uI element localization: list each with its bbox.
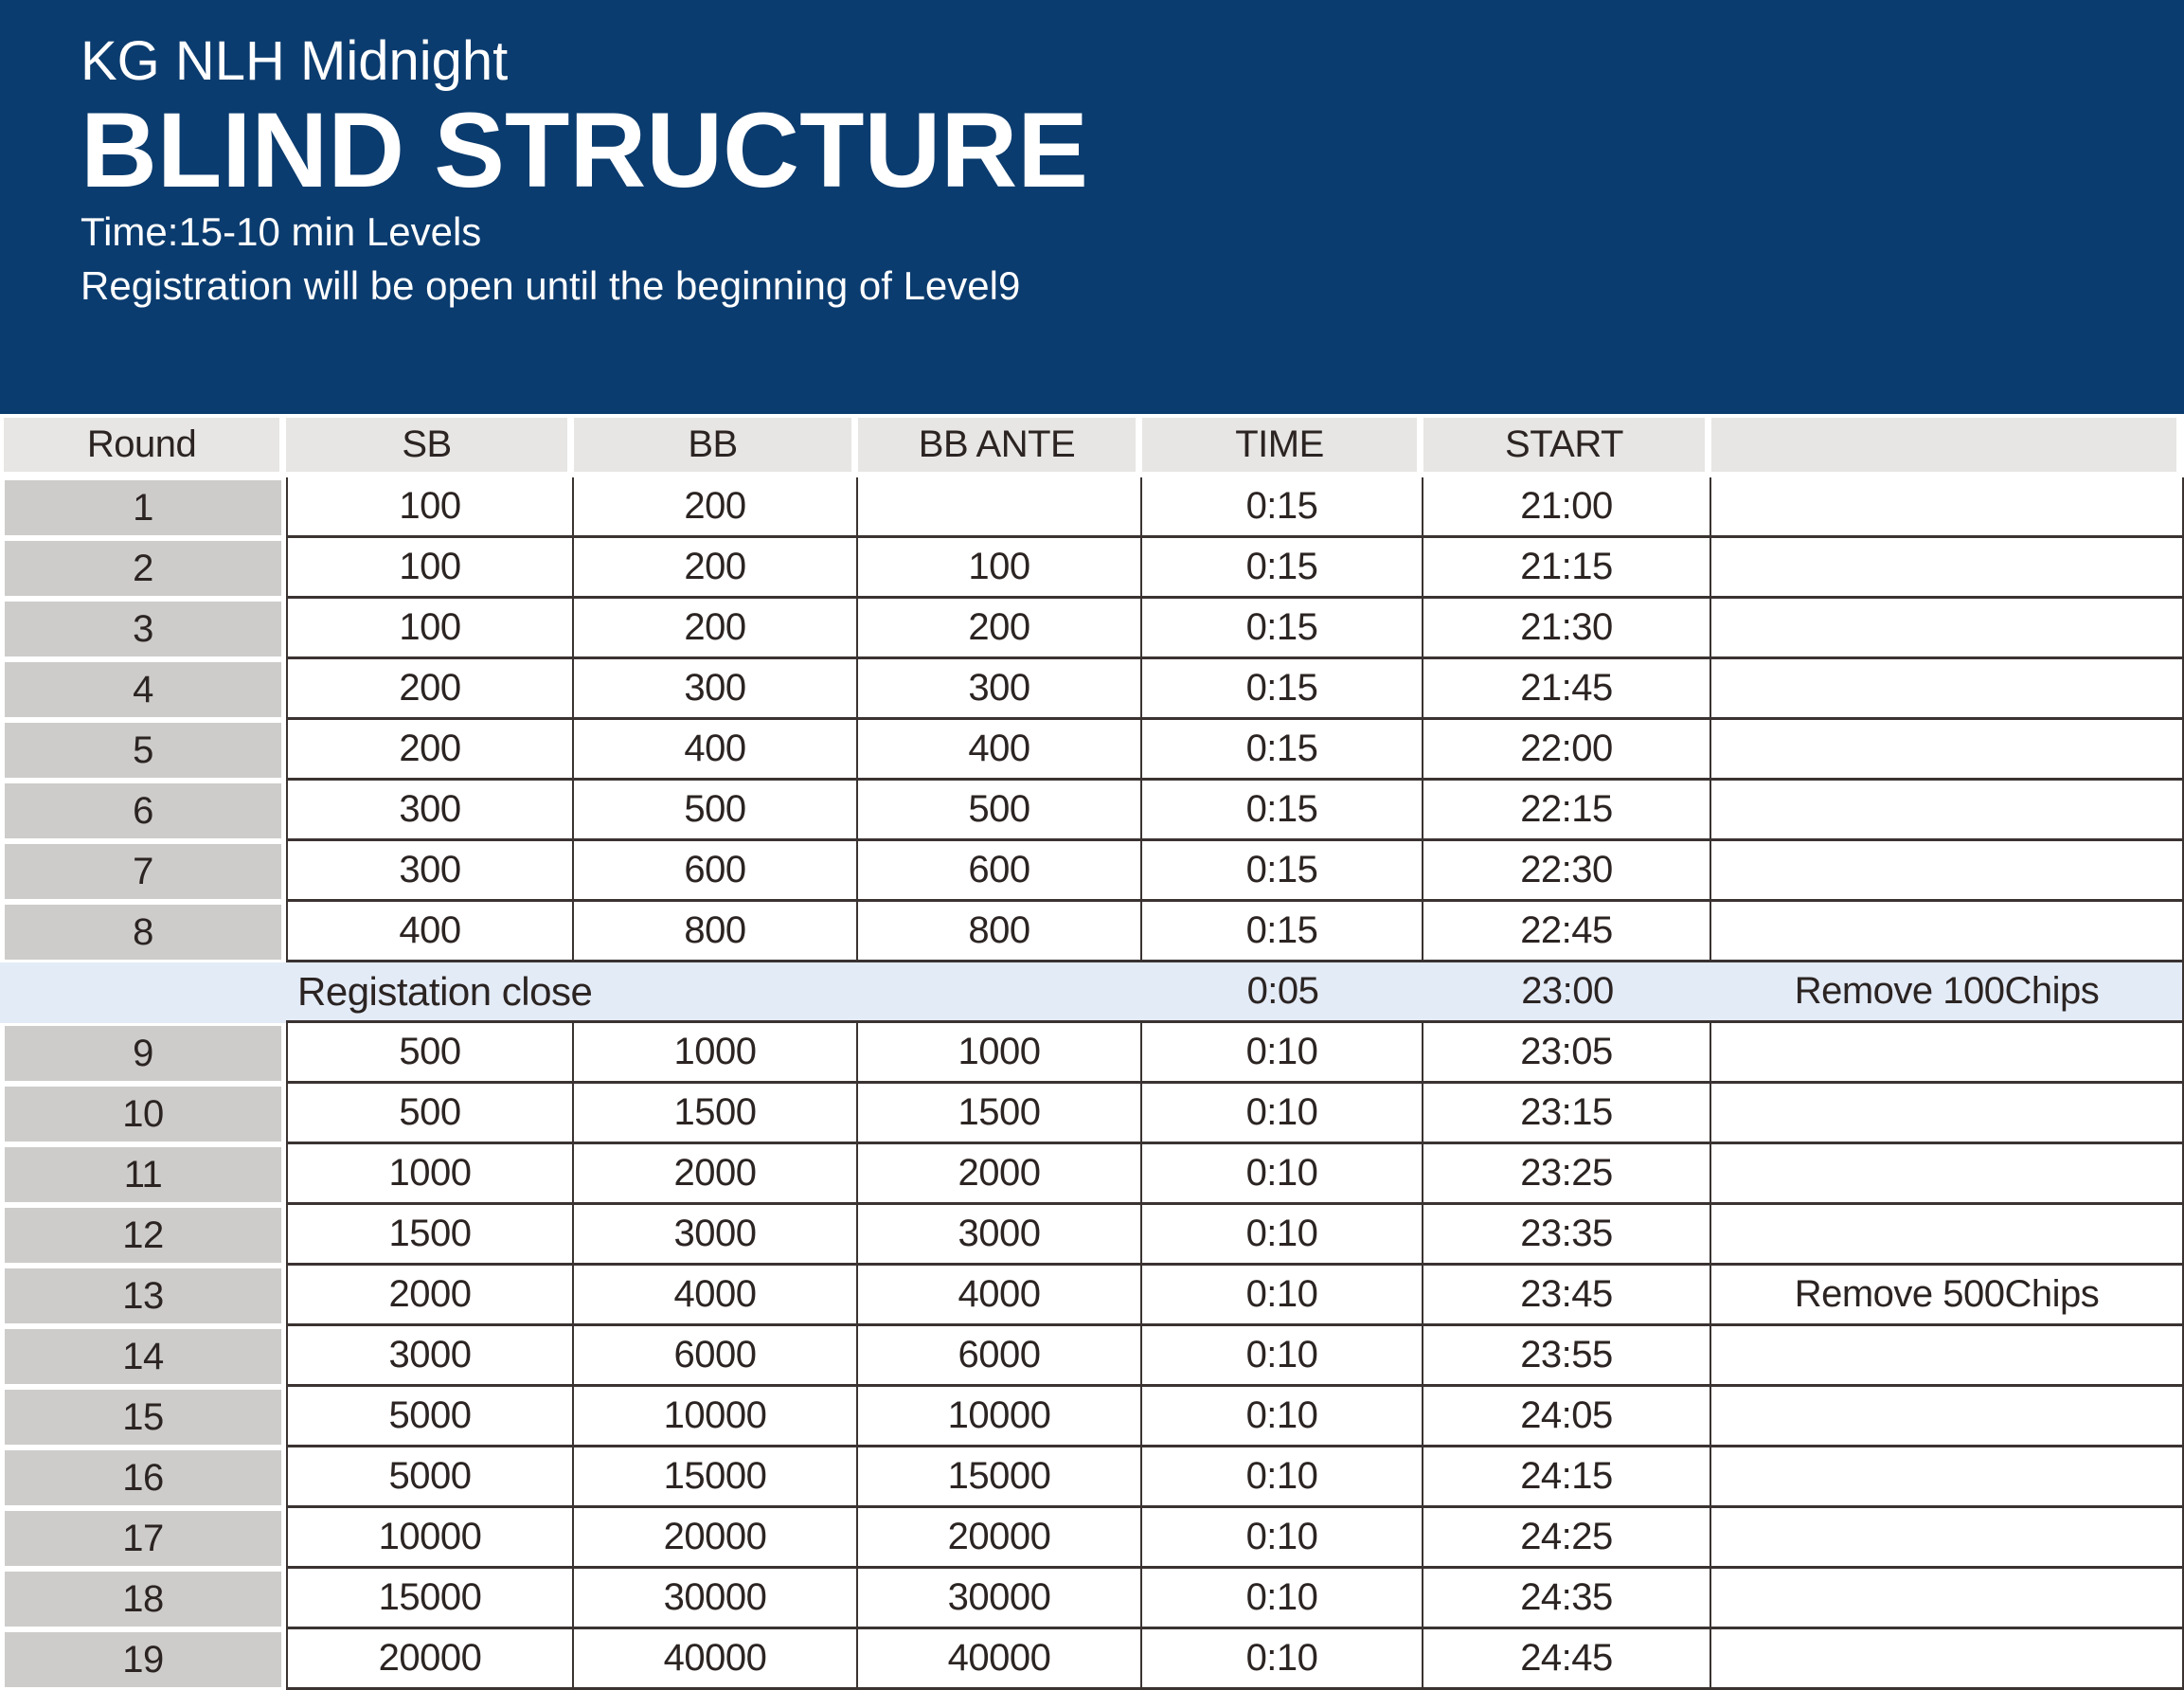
cell-round [0, 1144, 286, 1205]
cell-time: 0:10 [1142, 1266, 1423, 1326]
cell-bb-ante: 30000 [858, 1569, 1142, 1629]
cell-start: 24:05 [1423, 1387, 1711, 1447]
cell-start: 22:00 [1423, 720, 1711, 781]
cell-note [1711, 1326, 2184, 1387]
cell-note [1711, 1144, 2184, 1205]
round-number: 4 [5, 662, 281, 717]
cell-bb-ante: 10000 [858, 1387, 1142, 1447]
cell-bb: 2000 [574, 1144, 858, 1205]
table-row [0, 1629, 2184, 1690]
cell-sb: 100 [286, 538, 574, 599]
cell-bb-ante: 6000 [858, 1326, 1142, 1387]
cell-round [0, 599, 286, 659]
table-row [0, 1266, 2184, 1326]
cell-round [0, 1508, 286, 1569]
cell-round [0, 1447, 286, 1508]
round-number: 19 [5, 1632, 281, 1687]
table-row [0, 538, 2184, 599]
cell-round [0, 1629, 286, 1690]
round-number: 8 [5, 905, 281, 960]
cell-bb: 40000 [574, 1629, 858, 1690]
cell-bb-ante: 2000 [858, 1144, 1142, 1205]
cell-start: 21:30 [1423, 599, 1711, 659]
table-row [0, 1508, 2184, 1569]
cell-note [1711, 1629, 2184, 1690]
column-header-time: TIME [1142, 418, 1417, 472]
cell-time: 0:10 [1142, 1508, 1423, 1569]
cell-start: 23:05 [1423, 1023, 1711, 1084]
cell-start: 22:30 [1423, 841, 1711, 902]
table-row [0, 599, 2184, 659]
round-number: 11 [5, 1147, 281, 1202]
cell-round [0, 1266, 286, 1326]
cell-round [0, 781, 286, 841]
cell-sb: 10000 [286, 1508, 574, 1569]
cell-note [1711, 1387, 2184, 1447]
cell-round [0, 841, 286, 902]
cell-bb-ante: 600 [858, 841, 1142, 902]
cell-note [1711, 1447, 2184, 1508]
cell-bb-ante: 100 [858, 538, 1142, 599]
blind-structure-table [0, 418, 2184, 1690]
cell-round [0, 1023, 286, 1084]
cell-sb: 5000 [286, 1447, 574, 1508]
cell-time: 0:10 [1142, 1326, 1423, 1387]
cell-start: 23:15 [1423, 1084, 1711, 1144]
round-number: 3 [5, 602, 281, 656]
cell-bb: 300 [574, 659, 858, 720]
table-row [0, 659, 2184, 720]
cell-time: 0:10 [1142, 1569, 1423, 1629]
round-number: 18 [5, 1572, 281, 1627]
cell-start: 24:25 [1423, 1508, 1711, 1569]
cell-bb: 3000 [574, 1205, 858, 1266]
cell-round [0, 1205, 286, 1266]
cell-time: 0:10 [1142, 1084, 1423, 1144]
table-row [0, 1326, 2184, 1387]
cell-bb: 1000 [574, 1023, 858, 1084]
column-header-notes [1711, 418, 2176, 472]
cell-time: 0:15 [1142, 720, 1423, 781]
table-row [0, 720, 2184, 781]
cell-note [1711, 1569, 2184, 1629]
cell-note [1711, 720, 2184, 781]
cell-bb: 6000 [574, 1326, 858, 1387]
cell-bb-ante [858, 477, 1142, 538]
cell-time: 0:15 [1142, 902, 1423, 962]
round-number: 13 [5, 1268, 281, 1323]
column-header-sb: SB [286, 418, 567, 472]
cell-bb: 10000 [574, 1387, 858, 1447]
cell-start: 22:15 [1423, 781, 1711, 841]
table-row [0, 1387, 2184, 1447]
table-row [0, 1144, 2184, 1205]
cell-start: 21:00 [1423, 477, 1711, 538]
cell-bb: 400 [574, 720, 858, 781]
cell-round [0, 1084, 286, 1144]
cell-time: 0:10 [1142, 1023, 1423, 1084]
cell-sb: 1500 [286, 1205, 574, 1266]
table-row [0, 902, 2184, 962]
cell-time: 0:15 [1142, 538, 1423, 599]
cell-sb: 20000 [286, 1629, 574, 1690]
cell-bb-ante: 20000 [858, 1508, 1142, 1569]
column-header-bb-ante: BB ANTE [858, 418, 1136, 472]
cell-start: 23:00 [1423, 962, 1711, 1023]
table-header-row [0, 418, 2184, 472]
page-title: BLIND STRUCTURE [81, 90, 1088, 209]
cell-sb: 300 [286, 781, 574, 841]
column-header-round: Round [4, 418, 279, 472]
cell-bb: 200 [574, 599, 858, 659]
cell-round [0, 1387, 286, 1447]
round-number: 1 [5, 480, 281, 535]
round-number: 2 [5, 541, 281, 596]
cell-note [1711, 1508, 2184, 1569]
cell-bb: 600 [574, 841, 858, 902]
cell-round [0, 902, 286, 962]
note-remove-chips: Remove 100Chips [1711, 962, 2184, 1023]
round-number: 6 [5, 783, 281, 838]
cell-sb: 500 [286, 1084, 574, 1144]
cell-note [1711, 1023, 2184, 1084]
cell-bb: 4000 [574, 1266, 858, 1326]
table-row [0, 781, 2184, 841]
cell-bb-ante: 3000 [858, 1205, 1142, 1266]
cell-round [0, 659, 286, 720]
cell-note [1711, 477, 2184, 538]
cell-note [1711, 1205, 2184, 1266]
cell-start: 23:25 [1423, 1144, 1711, 1205]
cell-bb: 800 [574, 902, 858, 962]
cell-time: 0:05 [1142, 962, 1423, 1023]
cell-round [0, 538, 286, 599]
cell-start: 22:45 [1423, 902, 1711, 962]
cell-bb-ante: 300 [858, 659, 1142, 720]
registration-close-label: Registation close [286, 962, 1142, 1023]
level-time-info: Time:15-10 min Levels [81, 209, 482, 255]
table-row [0, 477, 2184, 538]
registration-close-row [0, 962, 2184, 1023]
cell-bb-ante: 4000 [858, 1266, 1142, 1326]
cell-note [1711, 538, 2184, 599]
round-number: 15 [5, 1390, 281, 1445]
round-number: 12 [5, 1208, 281, 1263]
cell-start: 24:45 [1423, 1629, 1711, 1690]
cell-sb: 100 [286, 599, 574, 659]
cell-bb-ante: 40000 [858, 1629, 1142, 1690]
note-remove-chips: Remove 500Chips [1711, 1266, 2184, 1326]
cell-bb: 20000 [574, 1508, 858, 1569]
cell-bb: 1500 [574, 1084, 858, 1144]
cell-sb: 5000 [286, 1387, 574, 1447]
table-row [0, 1205, 2184, 1266]
cell-bb-ante: 800 [858, 902, 1142, 962]
cell-start: 23:55 [1423, 1326, 1711, 1387]
cell-start: 21:15 [1423, 538, 1711, 599]
cell-note [1711, 1084, 2184, 1144]
cell-round [0, 1569, 286, 1629]
table-row [0, 1084, 2184, 1144]
cell-time: 0:15 [1142, 599, 1423, 659]
cell-sb: 100 [286, 477, 574, 538]
cell-time: 0:10 [1142, 1387, 1423, 1447]
round-number: 10 [5, 1087, 281, 1142]
table-row [0, 1447, 2184, 1508]
cell-start: 23:45 [1423, 1266, 1711, 1326]
cell-bb: 30000 [574, 1569, 858, 1629]
cell-sb: 1000 [286, 1144, 574, 1205]
cell-bb-ante: 200 [858, 599, 1142, 659]
cell-time: 0:15 [1142, 841, 1423, 902]
column-header-bb: BB [574, 418, 851, 472]
cell-time: 0:10 [1142, 1144, 1423, 1205]
round-number: 16 [5, 1450, 281, 1505]
cell-time: 0:10 [1142, 1447, 1423, 1508]
cell-time: 0:15 [1142, 659, 1423, 720]
cell-time: 0:15 [1142, 477, 1423, 538]
cell-bb: 200 [574, 538, 858, 599]
cell-sb: 15000 [286, 1569, 574, 1629]
round-number: 14 [5, 1329, 281, 1384]
round-number: 7 [5, 844, 281, 899]
cell-bb-ante: 1000 [858, 1023, 1142, 1084]
round-number: 5 [5, 723, 281, 778]
column-header-start: START [1423, 418, 1705, 472]
cell-note [1711, 781, 2184, 841]
cell-start: 21:45 [1423, 659, 1711, 720]
cell-sb: 200 [286, 720, 574, 781]
cell-start: 23:35 [1423, 1205, 1711, 1266]
cell-round [0, 477, 286, 538]
cell-sb: 3000 [286, 1326, 574, 1387]
cell-bb-ante: 15000 [858, 1447, 1142, 1508]
cell-time: 0:10 [1142, 1629, 1423, 1690]
round-number: 17 [5, 1511, 281, 1566]
cell-sb: 200 [286, 659, 574, 720]
cell-time: 0:15 [1142, 781, 1423, 841]
cell-note [1711, 659, 2184, 720]
cell-start: 24:15 [1423, 1447, 1711, 1508]
cell-bb-ante: 400 [858, 720, 1142, 781]
cell-note [1711, 902, 2184, 962]
cell-sb: 500 [286, 1023, 574, 1084]
cell-round [0, 720, 286, 781]
cell-bb: 500 [574, 781, 858, 841]
cell-note [1711, 841, 2184, 902]
event-name: KG NLH Midnight [81, 30, 509, 92]
cell-start: 24:35 [1423, 1569, 1711, 1629]
cell-round [0, 1326, 286, 1387]
cell-note [1711, 599, 2184, 659]
round-number: 9 [5, 1026, 281, 1081]
registration-info: Registration will be open until the beginning of Level9 [81, 262, 1021, 308]
cell-bb: 200 [574, 477, 858, 538]
cell-bb: 15000 [574, 1447, 858, 1508]
cell-sb: 2000 [286, 1266, 574, 1326]
table-body [0, 477, 2184, 1690]
cell-bb-ante: 1500 [858, 1084, 1142, 1144]
cell-sb: 400 [286, 902, 574, 962]
banner [0, 0, 2184, 414]
table-row [0, 1569, 2184, 1629]
table-row [0, 1023, 2184, 1084]
table-row [0, 841, 2184, 902]
notice-round-spacer [0, 962, 286, 1023]
cell-sb: 300 [286, 841, 574, 902]
cell-time: 0:10 [1142, 1205, 1423, 1266]
cell-bb-ante: 500 [858, 781, 1142, 841]
